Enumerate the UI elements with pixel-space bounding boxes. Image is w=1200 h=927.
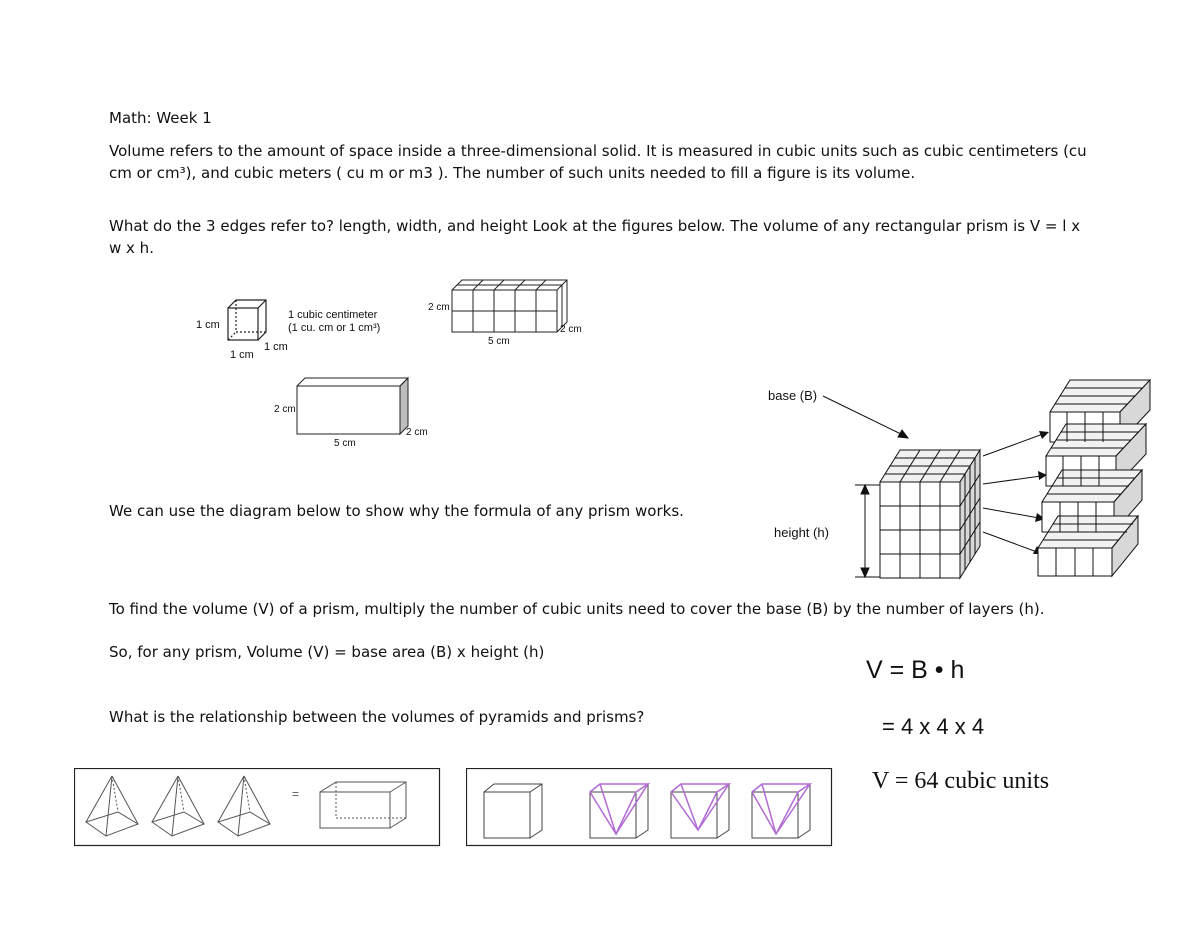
layers-diagram xyxy=(765,372,1155,584)
cube-decomposition-panel xyxy=(466,768,834,848)
formula-line-3: V = 64 cubic units xyxy=(872,768,1050,794)
edges-paragraph: What do the 3 edges refer to? length, width, and height Look at the figures below. The volume of any rectangular prism is V = l x w x h. xyxy=(109,217,1081,257)
solid-prism-figure xyxy=(270,370,440,450)
cube-caption-line2: (1 cu. cm or 1 cm³) xyxy=(288,322,381,334)
cube-depth-label: 1 cm xyxy=(264,341,288,353)
base-label: base (B) xyxy=(768,388,818,403)
formula-line-2: = 4 x 4 x 4 xyxy=(882,714,985,739)
formula-line-1: V = B • h xyxy=(866,656,965,684)
pyramid-prism-panel xyxy=(74,768,442,848)
height-label: height (h) xyxy=(774,525,829,540)
prism-formula-paragraph: So, for any prism, Volume (V) = base area (B) x height (h) xyxy=(109,643,545,661)
equals-sign: = xyxy=(292,787,300,801)
cube-side-label: 1 cm xyxy=(196,319,220,331)
solid-prism-length-label: 5 cm xyxy=(334,438,356,449)
volume-definition-paragraph: Volume refers to the amount of space inside a three-dimensional solid. It is measured in cubic units such as cubic centimeters (cu cm or cm³), and cubic meters ( cu m or m3 ). The number of such units needed to fill a figure is its volume. xyxy=(109,142,1087,182)
cube-bottom-label: 1 cm xyxy=(230,349,254,361)
solid-prism-depth-label: 2 cm xyxy=(406,427,428,438)
grid-prism-depth-label: 2 cm xyxy=(560,324,582,335)
prism-volume-paragraph: To find the volume (V) of a prism, multiply the number of cubic units need to cover the base (B) by the number of layers (h). xyxy=(109,600,1045,618)
diagram-intro-paragraph: We can use the diagram below to show why the formula of any prism works. xyxy=(109,502,684,520)
solid-prism-height-label: 2 cm xyxy=(274,404,296,415)
grid-prism-figure xyxy=(420,272,590,350)
page-heading: Math: Week 1 xyxy=(109,109,212,127)
unit-cube-figure xyxy=(190,290,390,370)
pyramid-question-paragraph: What is the relationship between the volumes of pyramids and prisms? xyxy=(109,708,645,726)
cube-caption-line1: 1 cubic centimeter xyxy=(288,309,378,321)
grid-prism-height-label: 2 cm xyxy=(428,302,450,313)
grid-prism-length-label: 5 cm xyxy=(488,336,510,347)
